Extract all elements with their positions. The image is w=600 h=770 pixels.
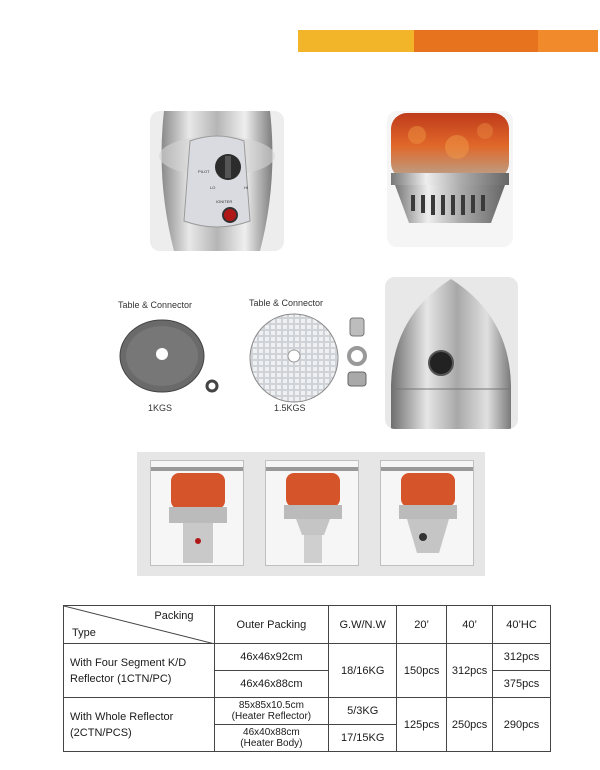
header-outer-packing: Outer Packing bbox=[214, 606, 329, 644]
table-row bbox=[64, 644, 551, 671]
row1-40hc-b: 375pcs bbox=[493, 671, 551, 698]
table-connector-caption-1: Table & Connector bbox=[118, 300, 193, 310]
table-connector-caption-2: Table & Connector bbox=[249, 298, 324, 308]
row1-20ft: 150pcs bbox=[397, 644, 447, 698]
row2-40ft: 250pcs bbox=[447, 698, 493, 752]
row2-20ft: 125pcs bbox=[397, 698, 447, 752]
row1-40ft: 312pcs bbox=[447, 644, 493, 698]
flame-glass-photo bbox=[387, 111, 513, 247]
header-40hc: 40’HC bbox=[493, 606, 551, 644]
assembly-photo-1 bbox=[150, 460, 244, 566]
row1-weight: 18/16KG bbox=[329, 644, 397, 698]
header-gw-nw: G.W/N.W bbox=[329, 606, 397, 644]
header-type: Type bbox=[72, 627, 96, 639]
hi-label: HI bbox=[244, 185, 248, 190]
row2-outer-b bbox=[214, 725, 329, 752]
row1-type bbox=[64, 644, 215, 698]
row2-outer-a bbox=[214, 698, 329, 725]
row2-outer-a-note: (Heater Reflector) bbox=[231, 711, 312, 722]
row2-40hc: 290pcs bbox=[493, 698, 551, 752]
table-header-row bbox=[64, 606, 551, 644]
row1-type-line1: With Four Segment K/D bbox=[70, 656, 187, 669]
color-bar-yellow bbox=[298, 30, 414, 52]
lo-label: LO bbox=[210, 185, 216, 190]
row2-type-line2: (2CTN/PCS) bbox=[70, 726, 132, 739]
row2-outer-b-note: (Heater Body) bbox=[240, 738, 303, 749]
assembly-photo-3 bbox=[380, 460, 474, 566]
perforated-table-disc-photo bbox=[246, 312, 376, 404]
igniter-label: IGNITER bbox=[216, 199, 233, 204]
weight-caption-1: 1KGS bbox=[148, 403, 173, 413]
row2-outer-a-size: 85x85x10.5cm bbox=[238, 700, 304, 711]
row2-weight-b: 17/15KG bbox=[329, 725, 397, 752]
header-color-bar bbox=[298, 30, 598, 52]
row1-outer-b: 46x46x88cm bbox=[214, 671, 329, 698]
pilot-label: PILOT bbox=[198, 169, 210, 174]
cast-table-disc-photo bbox=[116, 318, 226, 398]
row1-outer-a: 46x46x92cm bbox=[214, 644, 329, 671]
header-20ft: 20’ bbox=[397, 606, 447, 644]
row2-weight-a: 5/3KG bbox=[329, 698, 397, 725]
row1-40hc-a: 312pcs bbox=[493, 644, 551, 671]
header-packing: Packing bbox=[154, 610, 194, 622]
color-bar-orange bbox=[414, 30, 538, 52]
assembly-photo-2 bbox=[265, 460, 359, 566]
weight-caption-2: 1.5KGS bbox=[274, 403, 306, 413]
packing-spec-table bbox=[63, 605, 551, 752]
row2-type bbox=[64, 698, 215, 752]
color-bar-light-orange bbox=[538, 30, 598, 52]
header-40ft: 40’ bbox=[447, 606, 493, 644]
table-row bbox=[64, 698, 551, 725]
header-packing-type-cell bbox=[64, 606, 215, 644]
control-panel-photo bbox=[150, 111, 284, 251]
heater-dome-photo bbox=[385, 277, 518, 429]
row1-type-line2: Reflector (1CTN/PC) bbox=[70, 672, 172, 685]
row2-type-line1: With Whole Reflector bbox=[70, 710, 174, 723]
row2-outer-b-size: 46x40x88cm bbox=[243, 727, 300, 738]
